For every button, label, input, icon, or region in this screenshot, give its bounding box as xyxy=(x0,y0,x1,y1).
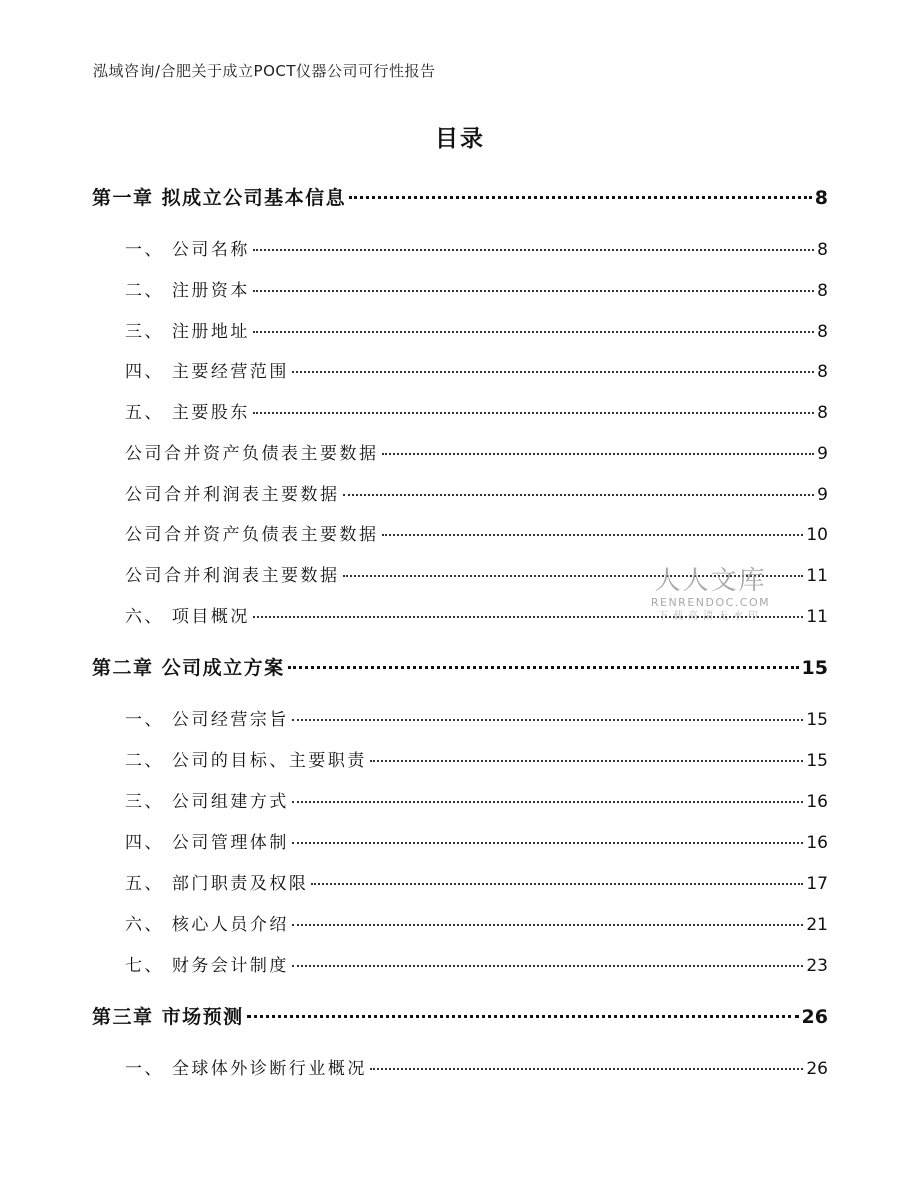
leader-dots xyxy=(370,760,803,762)
leader-dots xyxy=(288,666,799,669)
toc-page-number: 9 xyxy=(817,444,828,464)
toc-label: 五、 部门职责及权限 xyxy=(125,874,309,894)
toc-page-number: 15 xyxy=(806,710,828,730)
toc-label: 第二章 公司成立方案 xyxy=(92,657,285,679)
leader-dots xyxy=(253,331,814,333)
toc-entry[interactable] xyxy=(125,520,828,546)
toc-title: 目录 xyxy=(435,126,485,152)
toc-page-number: 16 xyxy=(806,833,828,853)
toc-label: 四、 主要经营范围 xyxy=(125,362,289,382)
toc-label: 三、 公司组建方式 xyxy=(125,792,289,812)
watermark-logo-text: 人人文库 xyxy=(654,566,767,596)
toc-label: 一、 全球体外诊断行业概况 xyxy=(125,1059,367,1079)
leader-dots xyxy=(292,924,803,926)
toc-entry[interactable] xyxy=(125,910,828,936)
toc-label: 六、 核心人员介绍 xyxy=(125,915,289,935)
toc-page-number: 11 xyxy=(806,566,828,586)
toc-entry[interactable] xyxy=(125,951,828,977)
toc-chapter-1[interactable] xyxy=(92,183,828,209)
leader-dots xyxy=(311,883,803,885)
toc-entry[interactable] xyxy=(125,276,828,302)
leader-dots xyxy=(253,412,814,414)
toc-page-number: 26 xyxy=(801,1006,828,1028)
leader-dots xyxy=(382,534,804,536)
toc-label: 一、 公司经营宗旨 xyxy=(125,710,289,730)
toc-page-number: 8 xyxy=(817,362,828,382)
toc-label: 公司合并利润表主要数据 xyxy=(125,566,340,586)
toc-page-number: 17 xyxy=(806,874,828,894)
leader-dots xyxy=(349,196,812,199)
leader-dots xyxy=(247,1015,799,1018)
toc-page-number: 15 xyxy=(806,751,828,771)
toc-label: 三、 注册地址 xyxy=(125,322,250,342)
toc-label: 第一章 拟成立公司基本信息 xyxy=(92,187,347,209)
toc-page-number: 21 xyxy=(806,915,828,935)
toc-label: 公司合并资产负债表主要数据 xyxy=(125,444,379,464)
toc-label: 五、 主要股东 xyxy=(125,403,250,423)
toc-entry[interactable] xyxy=(125,746,828,772)
toc-label: 公司合并利润表主要数据 xyxy=(125,485,340,505)
toc-entry[interactable] xyxy=(125,317,828,343)
toc-entry[interactable] xyxy=(125,705,828,731)
toc-page-number: 9 xyxy=(817,485,828,505)
toc-page-number: 8 xyxy=(814,187,828,209)
toc-chapter-2[interactable] xyxy=(92,653,828,679)
toc-entry[interactable] xyxy=(125,235,828,261)
toc-page-number: 8 xyxy=(817,322,828,342)
toc-entry[interactable] xyxy=(125,357,828,383)
watermark-tagline: 下载高清无水印 xyxy=(658,611,763,622)
toc-page-number: 16 xyxy=(806,792,828,812)
leader-dots xyxy=(343,494,815,496)
toc-entry[interactable] xyxy=(125,869,828,895)
leader-dots xyxy=(382,453,815,455)
toc-label: 六、 项目概况 xyxy=(125,607,250,627)
document-header: 泓域咨询/合肥关于成立POCT仪器公司可行性报告 xyxy=(93,62,436,80)
toc-entry[interactable] xyxy=(125,828,828,854)
toc-page-number: 8 xyxy=(817,281,828,301)
leader-dots xyxy=(253,290,814,292)
toc-label: 第三章 市场预测 xyxy=(92,1006,244,1028)
toc-page-number: 11 xyxy=(806,607,828,627)
leader-dots xyxy=(292,842,803,844)
toc-label: 七、 财务会计制度 xyxy=(125,956,289,976)
toc-label: 二、 注册资本 xyxy=(125,281,250,301)
toc-entry[interactable] xyxy=(125,398,828,424)
toc-entry[interactable] xyxy=(125,439,828,465)
toc-chapter-3[interactable] xyxy=(92,1002,828,1028)
toc-page-number: 8 xyxy=(817,240,828,260)
leader-dots xyxy=(292,801,803,803)
leader-dots xyxy=(292,965,803,967)
toc-page-number: 10 xyxy=(806,525,828,545)
leader-dots xyxy=(253,249,814,251)
toc-page-number: 8 xyxy=(817,403,828,423)
toc-page-number: 26 xyxy=(806,1059,828,1079)
toc-label: 四、 公司管理体制 xyxy=(125,833,289,853)
toc-entry[interactable] xyxy=(125,787,828,813)
toc-entry[interactable] xyxy=(125,1054,828,1080)
watermark xyxy=(648,566,773,624)
toc-label: 二、 公司的目标、主要职责 xyxy=(125,751,367,771)
leader-dots xyxy=(370,1068,803,1070)
toc-label: 一、 公司名称 xyxy=(125,240,250,260)
toc-entry[interactable] xyxy=(125,480,828,506)
toc-label: 公司合并资产负债表主要数据 xyxy=(125,525,379,545)
leader-dots xyxy=(292,719,803,721)
watermark-domain: RENRENDOC.COM xyxy=(650,596,771,609)
leader-dots xyxy=(292,371,814,373)
toc-page-number: 15 xyxy=(801,657,828,679)
toc-page-number: 23 xyxy=(806,956,828,976)
